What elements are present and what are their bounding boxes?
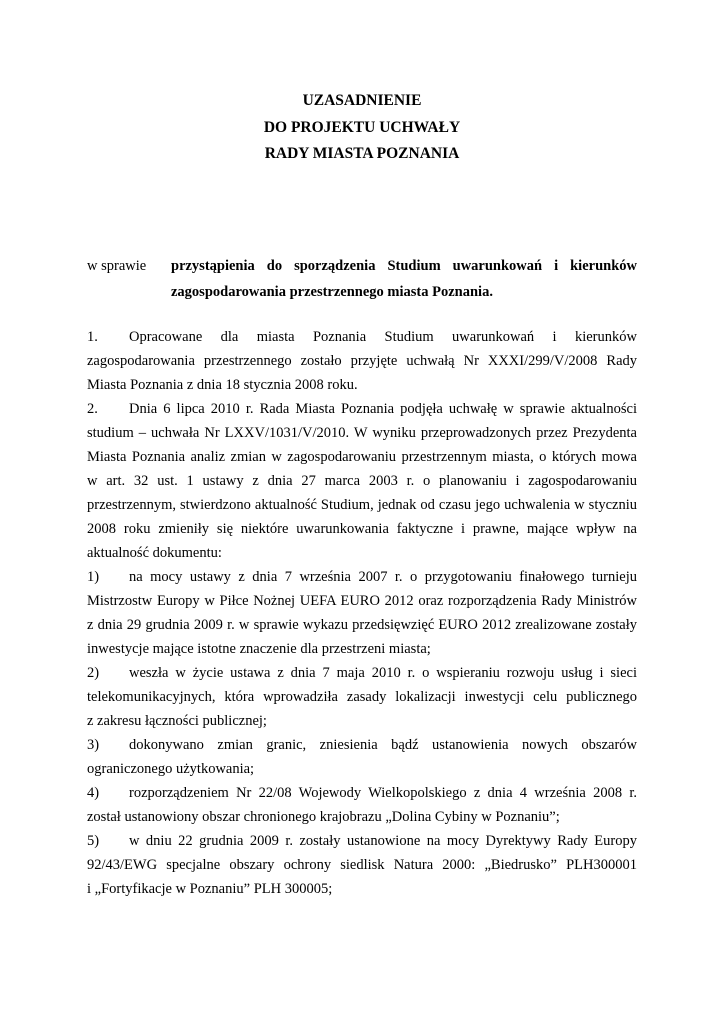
paragraph-line: i „Fortyfikacje w Poznaniu” PLH 300005; (87, 881, 333, 897)
paragraph-number: 1. (87, 329, 98, 345)
paragraph-line: w art. 32 ust. 1 ustawy z dnia 27 marca 2003 r. o planowaniu i zagospodarowaniu (87, 473, 637, 489)
paragraph-line: z dnia 29 grudnia 2009 r. w sprawie wykazu przedsięwzięć EURO 2012 zrealizowane zostały (87, 617, 637, 633)
paragraph-first-line (87, 733, 637, 757)
paragraph (87, 829, 637, 901)
paragraph (87, 661, 637, 733)
paragraph (87, 325, 637, 397)
paragraph (87, 565, 637, 661)
paragraph-first-line (87, 661, 637, 685)
document-body (87, 325, 637, 901)
paragraph-number: 2) (87, 665, 100, 681)
subject-label: w sprawie (87, 258, 147, 274)
paragraph-text: w dniu 22 grudnia 2009 r. zostały ustanowione na mocy Dyrektywy Rady Europy (129, 833, 637, 849)
document-title (0, 88, 724, 168)
subject-line-1: przystąpienia do sporządzenia Studium uwarunkowań i kierunków (171, 258, 637, 274)
paragraph-number: 4) (87, 785, 100, 801)
paragraph-text: Opracowane dla miasta Poznania Studium uwarunkowań i kierunków (129, 329, 637, 345)
paragraph-line: przestrzennym, stwierdzono aktualność Studium, jednak od czasu jego uchwalenia w styczniu (87, 497, 637, 513)
paragraph-number: 2. (87, 401, 98, 417)
paragraph-number: 1) (87, 569, 100, 585)
paragraph-first-line (87, 781, 637, 805)
paragraph-line: zagospodarowania przestrzennego zostało przyjęte uchwałą Nr XXXI/299/V/2008 Rady (87, 353, 637, 369)
title-line-1: UZASADNIENIE (302, 92, 422, 109)
paragraph-line: inwestycje mające istotne znaczenie dla przestrzeni miasta; (87, 641, 431, 657)
paragraph-line: aktualność dokumentu: (87, 545, 222, 561)
paragraph-line: Miasta Poznania z dnia 18 stycznia 2008 roku. (87, 377, 358, 393)
paragraph-line: został ustanowiony obszar chronionego krajobrazu „Dolina Cybiny w Poznaniu”; (87, 809, 560, 825)
paragraph-line: Miasta Poznania analiz zmian w zagospodarowaniu przestrzennym miasta, o których mowa (87, 449, 637, 465)
title-line-3: RADY MIASTA POZNANIA (264, 145, 460, 162)
paragraph (87, 397, 637, 565)
paragraph-first-line (87, 397, 637, 421)
paragraph-number: 3) (87, 737, 100, 753)
paragraph-text: rozporządzeniem Nr 22/08 Wojewody Wielkopolskiego z dnia 4 września 2008 r. (129, 785, 637, 801)
subject-text (171, 253, 637, 305)
paragraph-line: ograniczonego użytkowania; (87, 761, 255, 777)
paragraph-first-line (87, 829, 637, 853)
paragraph-line: studium – uchwała Nr LXXV/1031/V/2010. W wyniku przeprowadzonych przez Prezydenta (87, 425, 637, 441)
paragraph-line: 92/43/EWG specjalne obszary ochrony siedlisk Natura 2000: „Biedrusko” PLH300001 (87, 857, 637, 873)
paragraph-line: z zakresu łączności publicznej; (87, 713, 267, 729)
paragraph-text: Dnia 6 lipca 2010 r. Rada Miasta Poznania podjęła uchwałę w sprawie aktualności (129, 401, 637, 417)
paragraph-line: telekomunikacyjnych, która wprowadziła zasady lokalizacji inwestycji celu publicznego (87, 689, 637, 705)
paragraph (87, 781, 637, 829)
paragraph-first-line (87, 565, 637, 589)
paragraph-first-line (87, 325, 637, 349)
paragraph-number: 5) (87, 833, 100, 849)
paragraph-line: 2008 roku zmieniły się niektóre uwarunkowania faktyczne i prawne, mające wpływ na (87, 521, 637, 537)
paragraph-line: Mistrzostw Europy w Piłce Nożnej UEFA EURO 2012 oraz rozporządzenia Rady Ministrów (87, 593, 637, 609)
title-line-2: DO PROJEKTU UCHWAŁY (263, 118, 461, 136)
subject-line-2: zagospodarowania przestrzennego miasta Poznania. (171, 284, 493, 300)
paragraph-text: dokonywano zmian granic, zniesienia bądź ustanowienia nowych obszarów (129, 737, 637, 753)
paragraph-text: weszła w życie ustawa z dnia 7 maja 2010 r. o wspieraniu rozwoju usług i sieci (129, 665, 637, 681)
paragraph-text: na mocy ustawy z dnia 7 września 2007 r. o przygotowaniu finałowego turnieju (129, 569, 637, 585)
paragraph (87, 733, 637, 781)
